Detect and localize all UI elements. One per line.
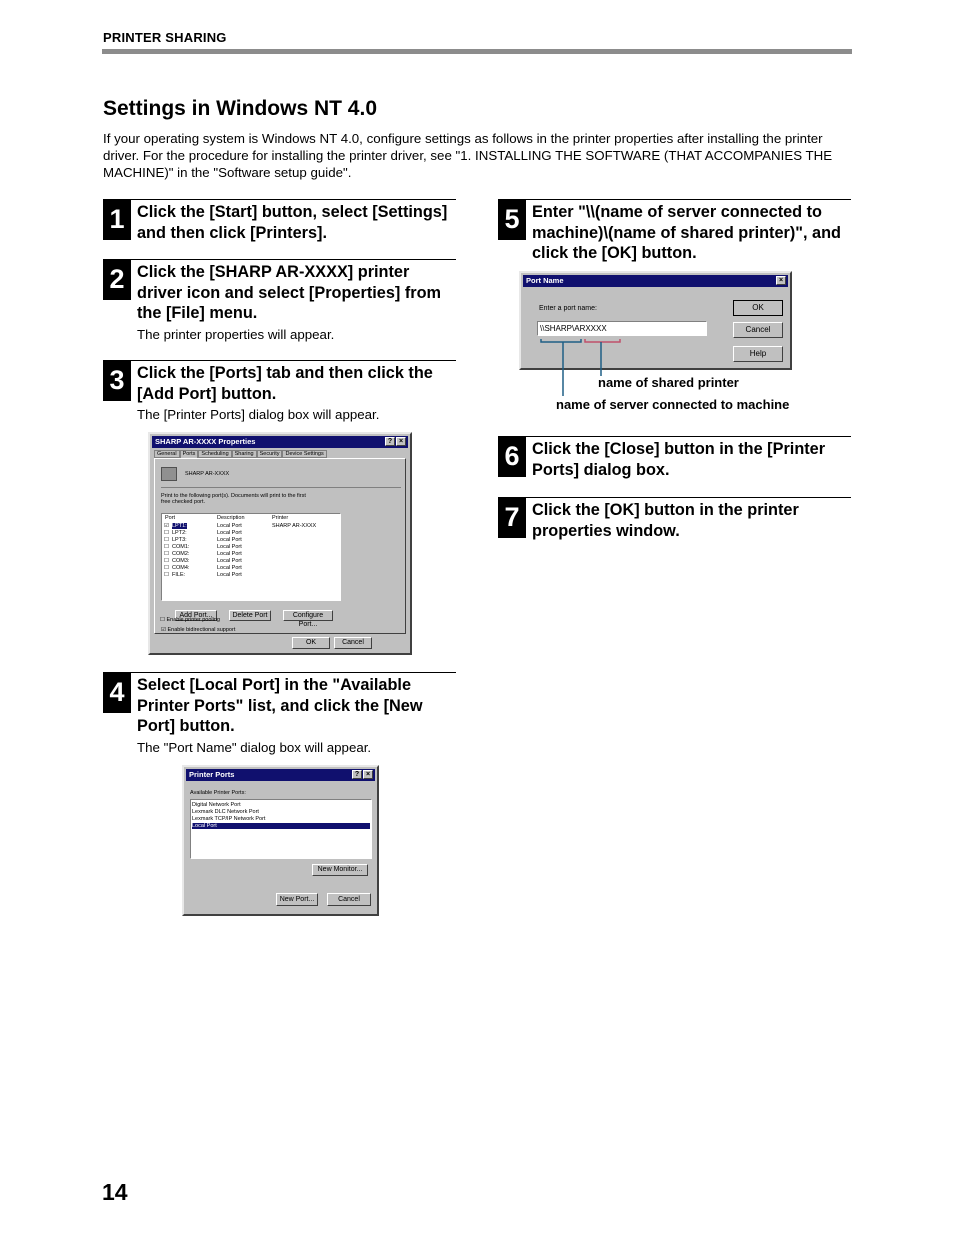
step-number: 4 — [103, 673, 131, 713]
configure-port-button[interactable]: Configure Port... — [283, 610, 333, 621]
port-checkbox: ☐ — [164, 565, 169, 571]
step-text: Enter "\\(name of server connected to machine)\(name of shared printer)", and click the [OK] button. — [532, 203, 841, 263]
step-5 — [498, 199, 851, 262]
step-number: 2 — [103, 260, 131, 300]
list-item[interactable]: Lexmark DLC Network Port — [192, 809, 259, 815]
ports-instruction: Print to the following port(s). Documents will print to the first free checked port. — [161, 493, 306, 505]
step-note: The [Printer Ports] dialog box will appear. — [137, 407, 380, 422]
section-header: PRINTER SHARING — [103, 30, 227, 45]
page-number: 14 — [102, 1179, 128, 1205]
port-name: FILE: — [172, 572, 186, 578]
pooling-label: Enable printer pooling — [166, 617, 220, 623]
tab-ports[interactable]: Ports — [180, 450, 199, 458]
port-checkbox: ☑ — [164, 523, 169, 529]
port-name: LPT1: — [172, 523, 187, 529]
tab-strip — [154, 450, 327, 458]
port-description: Local Port — [217, 558, 242, 564]
header-rule — [102, 49, 852, 54]
port-name-label: Enter a port name: — [539, 305, 597, 312]
cancel-button[interactable]: Cancel — [733, 322, 783, 338]
printer-icon — [161, 467, 177, 481]
tab-device-settings[interactable]: Device Settings — [282, 450, 326, 458]
step-number: 1 — [103, 200, 131, 240]
printer-bracket — [585, 339, 620, 342]
step-2 — [103, 259, 456, 350]
dialog-title: Printer Ports — [189, 770, 235, 779]
dialog-titlebar — [152, 436, 408, 448]
column-printer: Printer — [272, 515, 289, 521]
step-4 — [103, 672, 456, 763]
port-description: Local Port — [217, 565, 242, 571]
tab-general[interactable]: General — [154, 450, 180, 458]
ports-list[interactable] — [161, 513, 341, 601]
close-icon[interactable]: × — [396, 437, 406, 446]
printer-ports-dialog — [182, 765, 379, 916]
step-number: 3 — [103, 361, 131, 401]
port-name-value: \\SHARP\ARXXXX — [540, 324, 607, 333]
port-description: Local Port — [217, 572, 242, 578]
port-checkbox: ☐ — [164, 551, 169, 557]
port-description: Local Port — [217, 530, 242, 536]
port-name: COM3: — [172, 558, 190, 564]
port-name: LPT2: — [172, 530, 187, 536]
ok-button[interactable]: OK — [292, 637, 330, 649]
step-note: The printer properties will appear. — [137, 327, 335, 342]
step-note: The "Port Name" dialog box will appear. — [137, 740, 372, 755]
server-bracket — [541, 339, 581, 342]
dialog-titlebar — [186, 769, 375, 781]
new-monitor-button[interactable]: New Monitor... — [312, 864, 368, 876]
ok-button[interactable]: OK — [733, 300, 783, 316]
available-ports-list[interactable] — [190, 799, 372, 859]
step-3 — [103, 360, 456, 431]
port-checkbox: ☐ — [164, 572, 169, 578]
port-name: LPT3: — [172, 537, 187, 543]
port-checkbox: ☐ — [164, 537, 169, 543]
delete-port-button[interactable]: Delete Port — [229, 610, 271, 621]
port-name: COM4: — [172, 565, 190, 571]
dialog-titlebar — [523, 275, 788, 287]
step-text: Click the [OK] button in the printer properties window. — [532, 501, 799, 540]
port-checkbox: ☐ — [164, 558, 169, 564]
new-port-button[interactable]: New Port... — [276, 893, 318, 906]
callout-server: name of server connected to machine — [556, 397, 790, 412]
printer-properties-dialog — [148, 432, 412, 655]
printer-name: SHARP AR-XXXX — [185, 471, 230, 477]
help-icon[interactable]: ? — [352, 770, 362, 779]
step-text: Click the [Start] button, select [Settings] and then click [Printers]. — [137, 203, 448, 242]
tab-sharing[interactable]: Sharing — [232, 450, 257, 458]
close-icon[interactable]: × — [363, 770, 373, 779]
step-text: Click the [Close] button in the [Printer Ports] dialog box. — [532, 440, 826, 479]
page-title: Settings in Windows NT 4.0 — [103, 97, 377, 120]
intro-paragraph: If your operating system is Windows NT 4.0, configure settings as follows in the printer properties after installing the printer driver. For the procedure for installing the printer driver, see "1. INSTALLING THE SOFTWARE (THAT ACCOMPANIES THE MACHINE)" in the "Software setup guide". — [103, 131, 833, 180]
list-item[interactable]: Lexmark TCP/IP Network Port — [192, 816, 266, 822]
port-description: Local Port — [217, 551, 242, 557]
port-checkbox: ☐ — [164, 530, 169, 536]
port-printer: SHARP AR-XXXX — [272, 523, 317, 529]
cancel-button[interactable]: Cancel — [334, 637, 372, 649]
step-text: Click the [Ports] tab and then click the [Add Port] button. — [137, 364, 433, 403]
port-name: COM1: — [172, 544, 190, 550]
port-description: Local Port — [217, 544, 242, 550]
close-icon[interactable]: × — [776, 276, 786, 285]
available-ports-label: Available Printer Ports: — [190, 790, 246, 796]
dialog-title: Port Name — [526, 276, 564, 285]
tab-scheduling[interactable]: Scheduling — [198, 450, 231, 458]
column-port: Port — [165, 515, 176, 521]
port-description: Local Port — [217, 523, 242, 529]
list-item[interactable]: Local Port — [192, 823, 370, 829]
list-item[interactable]: Digital Network Port — [192, 802, 241, 808]
column-description: Description — [217, 515, 245, 521]
step-number: 7 — [498, 498, 526, 538]
bidirectional-label: Enable bidirectional support — [167, 627, 236, 633]
help-button[interactable]: Help — [733, 346, 783, 362]
divider — [161, 487, 401, 488]
bidirectional-checkbox[interactable]: ☑ Enable bidirectional support — [161, 627, 236, 633]
step-6 — [498, 436, 851, 482]
add-port-button[interactable]: Add Port... — [175, 610, 217, 621]
step-text: Select [Local Port] in the "Available Printer Ports" list, and click the [New Port] button. — [137, 676, 423, 736]
step-number: 6 — [498, 437, 526, 477]
step-7 — [498, 497, 851, 543]
cancel-button[interactable]: Cancel — [327, 893, 371, 906]
port-name: COM2: — [172, 551, 190, 557]
tab-panel — [154, 458, 406, 634]
help-icon[interactable]: ? — [385, 437, 395, 446]
step-text: Click the [SHARP AR-XXXX] printer driver icon and select [Properties] from the [File] menu. — [137, 263, 442, 323]
pooling-checkbox[interactable]: ☐ Enable printer pooling — [160, 617, 220, 623]
callout-shared-printer: name of shared printer — [598, 375, 739, 390]
tab-security[interactable]: Security — [257, 450, 283, 458]
step-1 — [103, 199, 456, 245]
port-description: Local Port — [217, 537, 242, 543]
step-number: 5 — [498, 200, 526, 240]
dialog-title: SHARP AR-XXXX Properties — [155, 437, 256, 446]
port-checkbox: ☐ — [164, 544, 169, 550]
